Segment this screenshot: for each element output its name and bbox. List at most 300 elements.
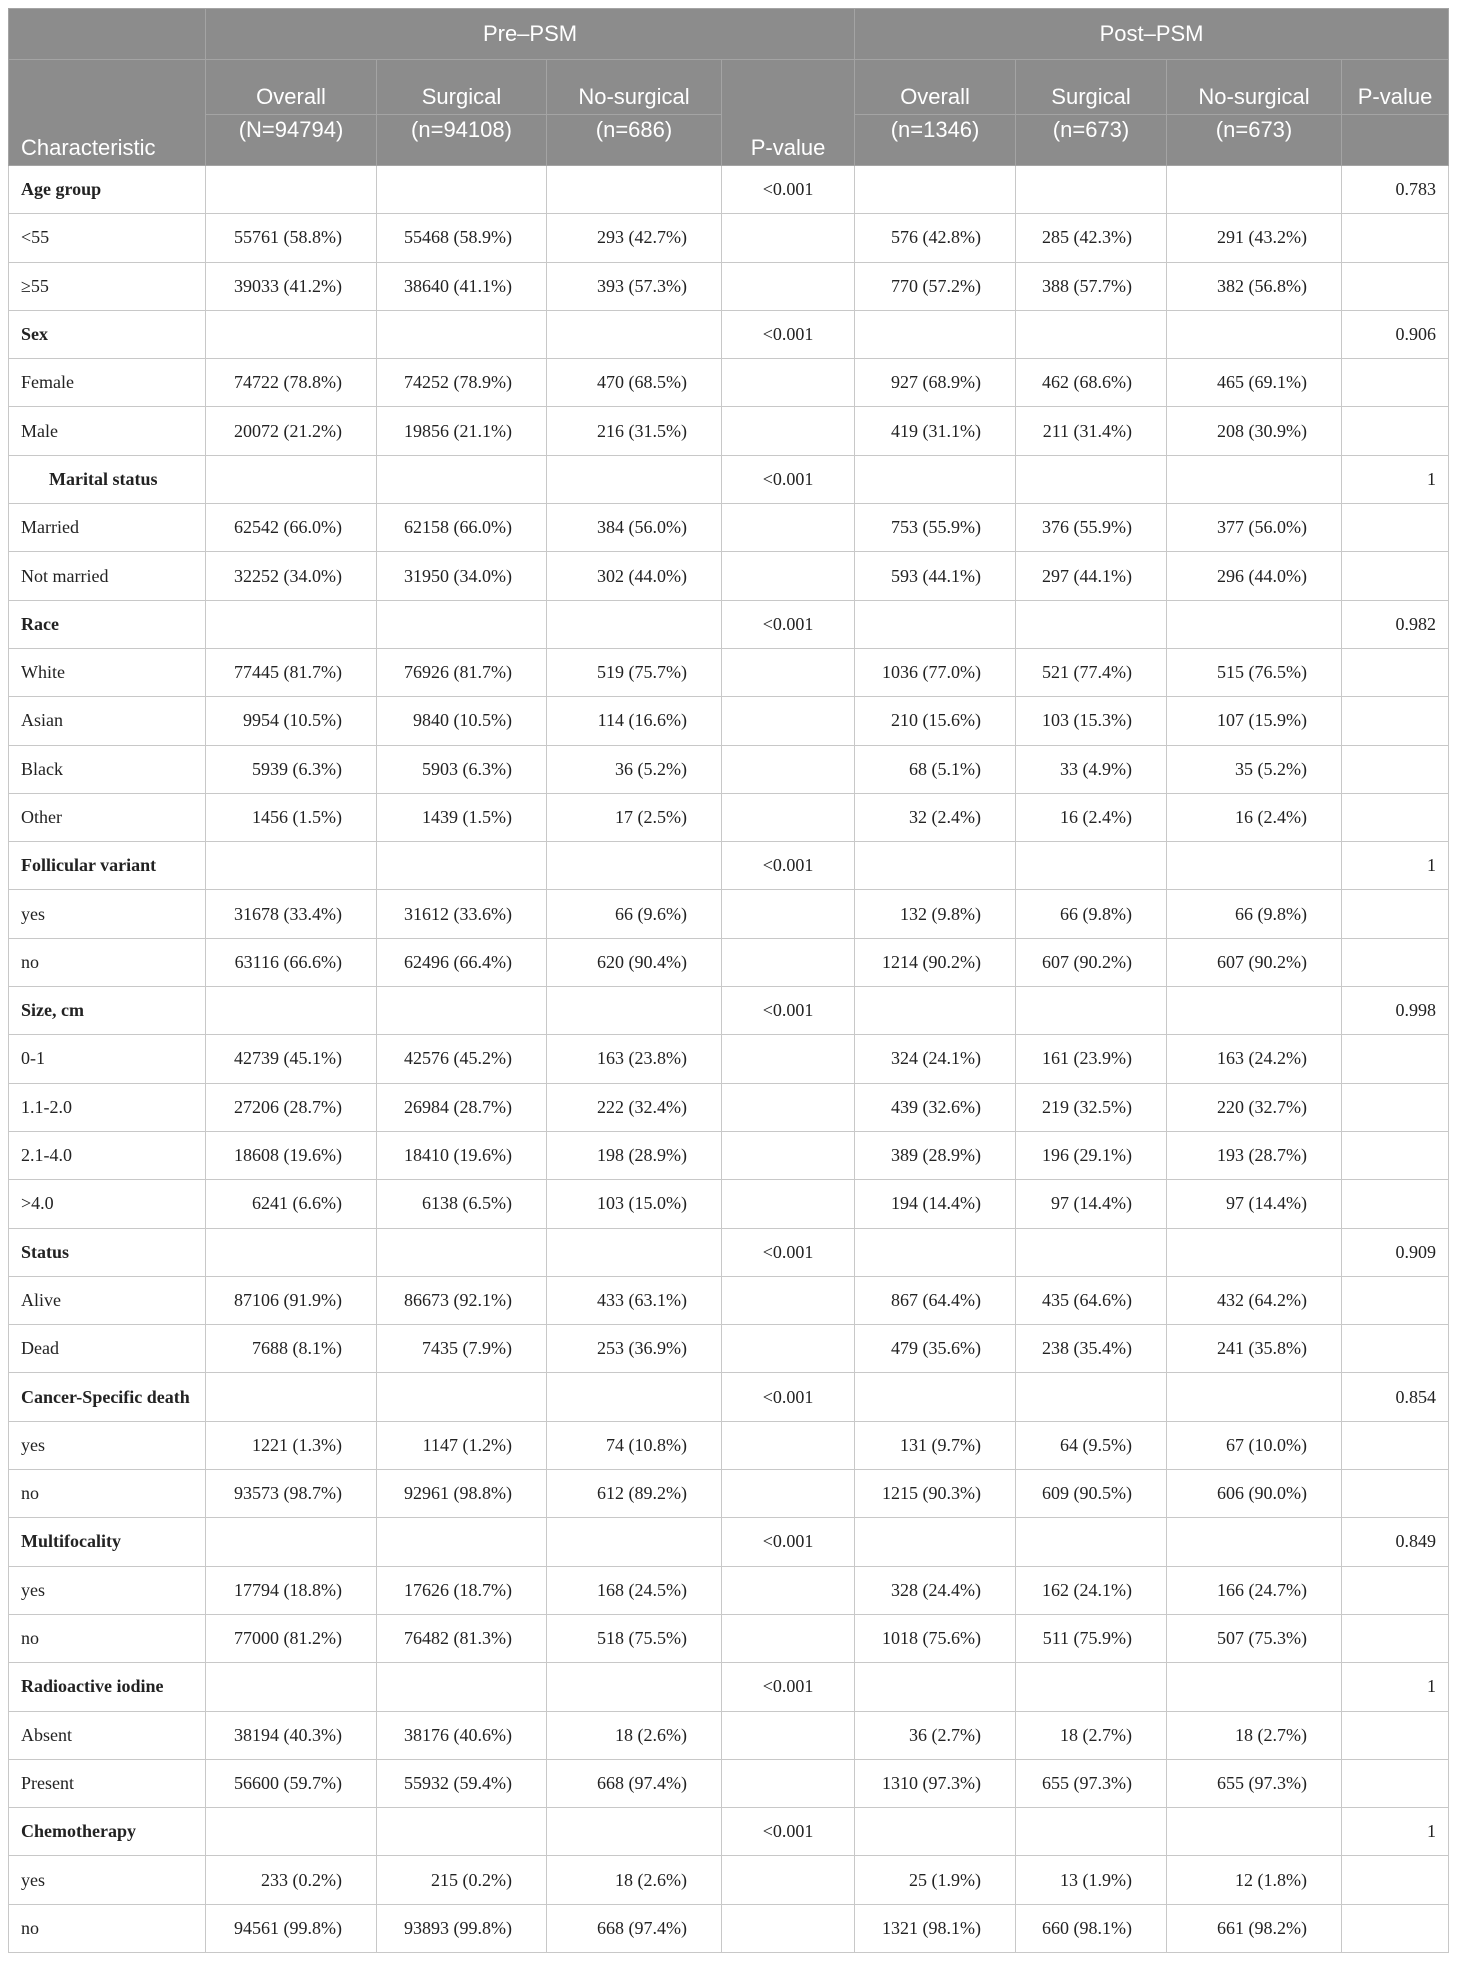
post-surgical-cell: 521 (77.4%) bbox=[1016, 648, 1167, 696]
post-nonsurgical-cell: 16 (2.4%) bbox=[1167, 793, 1342, 841]
pre-nonsurgical-cell: 18 (2.6%) bbox=[547, 1856, 722, 1904]
post-overall-cell: 576 (42.8%) bbox=[855, 214, 1016, 262]
empty-cell bbox=[1342, 1759, 1449, 1807]
empty-cell bbox=[1016, 455, 1167, 503]
post-overall-cell: 927 (68.9%) bbox=[855, 359, 1016, 407]
post-surgical-cell: 16 (2.4%) bbox=[1016, 793, 1167, 841]
group-row bbox=[9, 166, 1449, 214]
empty-cell bbox=[855, 310, 1016, 358]
category-label: 2.1-4.0 bbox=[9, 1131, 206, 1179]
empty-cell bbox=[722, 697, 855, 745]
pre-overall-cell: 56600 (59.7%) bbox=[206, 1759, 377, 1807]
empty-cell bbox=[855, 1373, 1016, 1421]
post-surgical-cell: 219 (32.5%) bbox=[1016, 1083, 1167, 1131]
pre-overall-cell: 20072 (21.2%) bbox=[206, 407, 377, 455]
empty-cell bbox=[855, 1663, 1016, 1711]
empty-cell bbox=[1342, 1325, 1449, 1373]
empty-cell bbox=[1342, 214, 1449, 262]
table-row bbox=[9, 1711, 1449, 1759]
empty-cell bbox=[1167, 1808, 1342, 1856]
table-row bbox=[9, 1035, 1449, 1083]
header-pre-psm: Pre–PSM bbox=[206, 9, 855, 60]
empty-cell bbox=[1167, 842, 1342, 890]
pre-psm-pvalue: <0.001 bbox=[722, 600, 855, 648]
table-row bbox=[9, 1325, 1449, 1373]
post-psm-pvalue: 1 bbox=[1342, 455, 1449, 503]
empty-cell bbox=[206, 1518, 377, 1566]
table-row bbox=[9, 1131, 1449, 1179]
empty-cell bbox=[1167, 987, 1342, 1035]
post-nonsurgical-cell: 166 (24.7%) bbox=[1167, 1566, 1342, 1614]
empty-cell bbox=[547, 987, 722, 1035]
post-overall-cell: 210 (15.6%) bbox=[855, 697, 1016, 745]
empty-cell bbox=[1342, 1083, 1449, 1131]
category-label: Asian bbox=[9, 697, 206, 745]
empty-cell bbox=[722, 1711, 855, 1759]
post-nonsurgical-cell: 193 (28.7%) bbox=[1167, 1131, 1342, 1179]
post-nonsurgical-cell: 606 (90.0%) bbox=[1167, 1470, 1342, 1518]
empty-cell bbox=[206, 1663, 377, 1711]
baseline-characteristics-table bbox=[8, 8, 1449, 1953]
pre-nonsurgical-cell: 163 (23.8%) bbox=[547, 1035, 722, 1083]
empty-cell bbox=[1016, 310, 1167, 358]
category-label: yes bbox=[9, 1566, 206, 1614]
post-surgical-cell: 161 (23.9%) bbox=[1016, 1035, 1167, 1083]
table-row bbox=[9, 1759, 1449, 1807]
empty-cell bbox=[377, 600, 547, 648]
empty-cell bbox=[206, 310, 377, 358]
empty-cell bbox=[855, 600, 1016, 648]
post-nonsurgical-cell: 163 (24.2%) bbox=[1167, 1035, 1342, 1083]
pre-nonsurgical-cell: 253 (36.9%) bbox=[547, 1325, 722, 1373]
header-post-surgical: Surgical bbox=[1016, 60, 1167, 115]
pre-overall-cell: 1221 (1.3%) bbox=[206, 1421, 377, 1469]
pre-nonsurgical-cell: 293 (42.7%) bbox=[547, 214, 722, 262]
empty-cell bbox=[722, 1131, 855, 1179]
pre-overall-cell: 233 (0.2%) bbox=[206, 1856, 377, 1904]
post-nonsurgical-cell: 465 (69.1%) bbox=[1167, 359, 1342, 407]
pre-nonsurgical-cell: 222 (32.4%) bbox=[547, 1083, 722, 1131]
category-label: White bbox=[9, 648, 206, 696]
header-post-nonsurgical: No-surgical bbox=[1167, 60, 1342, 115]
post-nonsurgical-cell: 35 (5.2%) bbox=[1167, 745, 1342, 793]
category-label: >4.0 bbox=[9, 1180, 206, 1228]
pre-surgical-cell: 55468 (58.9%) bbox=[377, 214, 547, 262]
pre-nonsurgical-cell: 393 (57.3%) bbox=[547, 262, 722, 310]
post-overall-cell: 324 (24.1%) bbox=[855, 1035, 1016, 1083]
pre-surgical-cell: 86673 (92.1%) bbox=[377, 1276, 547, 1324]
pre-surgical-cell: 19856 (21.1%) bbox=[377, 407, 547, 455]
pre-nonsurgical-cell: 519 (75.7%) bbox=[547, 648, 722, 696]
empty-cell bbox=[1342, 1904, 1449, 1952]
empty-cell bbox=[855, 842, 1016, 890]
empty-cell bbox=[377, 455, 547, 503]
pre-overall-cell: 63116 (66.6%) bbox=[206, 938, 377, 986]
category-label: ≥55 bbox=[9, 262, 206, 310]
category-label: <55 bbox=[9, 214, 206, 262]
empty-cell bbox=[1342, 745, 1449, 793]
group-label: Cancer-Specific death bbox=[9, 1373, 206, 1421]
empty-cell bbox=[722, 1759, 855, 1807]
pre-overall-cell: 7688 (8.1%) bbox=[206, 1325, 377, 1373]
post-surgical-cell: 435 (64.6%) bbox=[1016, 1276, 1167, 1324]
table-row bbox=[9, 745, 1449, 793]
table-row bbox=[9, 1856, 1449, 1904]
empty-cell bbox=[722, 214, 855, 262]
table-row bbox=[9, 1566, 1449, 1614]
category-label: Dead bbox=[9, 1325, 206, 1373]
category-label: Black bbox=[9, 745, 206, 793]
empty-cell bbox=[377, 842, 547, 890]
pre-psm-pvalue: <0.001 bbox=[722, 1663, 855, 1711]
table-row bbox=[9, 1083, 1449, 1131]
pre-nonsurgical-cell: 302 (44.0%) bbox=[547, 552, 722, 600]
empty-cell bbox=[722, 1856, 855, 1904]
pre-surgical-cell: 5903 (6.3%) bbox=[377, 745, 547, 793]
group-label: Radioactive iodine bbox=[9, 1663, 206, 1711]
category-label: 0-1 bbox=[9, 1035, 206, 1083]
post-psm-pvalue: 0.998 bbox=[1342, 987, 1449, 1035]
pre-surgical-cell: 7435 (7.9%) bbox=[377, 1325, 547, 1373]
group-row bbox=[9, 1518, 1449, 1566]
table-row bbox=[9, 648, 1449, 696]
post-overall-cell: 753 (55.9%) bbox=[855, 504, 1016, 552]
empty-cell bbox=[1342, 697, 1449, 745]
post-surgical-cell: 103 (15.3%) bbox=[1016, 697, 1167, 745]
empty-cell bbox=[1342, 1470, 1449, 1518]
pre-nonsurgical-cell: 518 (75.5%) bbox=[547, 1614, 722, 1662]
post-overall-cell: 1310 (97.3%) bbox=[855, 1759, 1016, 1807]
pre-nonsurgical-cell: 384 (56.0%) bbox=[547, 504, 722, 552]
group-label: Sex bbox=[9, 310, 206, 358]
pre-overall-cell: 87106 (91.9%) bbox=[206, 1276, 377, 1324]
empty-cell bbox=[547, 455, 722, 503]
post-overall-cell: 1214 (90.2%) bbox=[855, 938, 1016, 986]
group-row bbox=[9, 310, 1449, 358]
post-overall-cell: 68 (5.1%) bbox=[855, 745, 1016, 793]
empty-cell bbox=[855, 987, 1016, 1035]
header-post-overall: Overall bbox=[855, 60, 1016, 115]
post-overall-cell: 1215 (90.3%) bbox=[855, 1470, 1016, 1518]
table-row bbox=[9, 262, 1449, 310]
group-row bbox=[9, 987, 1449, 1035]
empty-cell bbox=[1342, 552, 1449, 600]
empty-cell bbox=[377, 987, 547, 1035]
empty-cell bbox=[722, 407, 855, 455]
header-pre-pvalue: P-value bbox=[722, 60, 855, 166]
empty-cell bbox=[722, 793, 855, 841]
pre-nonsurgical-cell: 18 (2.6%) bbox=[547, 1711, 722, 1759]
empty-cell bbox=[1167, 1373, 1342, 1421]
empty-cell bbox=[1342, 504, 1449, 552]
empty-cell bbox=[1016, 1663, 1167, 1711]
post-surgical-cell: 97 (14.4%) bbox=[1016, 1180, 1167, 1228]
empty-cell bbox=[206, 1228, 377, 1276]
group-label: Status bbox=[9, 1228, 206, 1276]
empty-cell bbox=[547, 842, 722, 890]
empty-cell bbox=[206, 455, 377, 503]
post-nonsurgical-cell: 67 (10.0%) bbox=[1167, 1421, 1342, 1469]
post-overall-cell: 25 (1.9%) bbox=[855, 1856, 1016, 1904]
pre-surgical-cell: 76926 (81.7%) bbox=[377, 648, 547, 696]
empty-cell bbox=[1016, 1518, 1167, 1566]
empty-cell bbox=[722, 890, 855, 938]
table-row bbox=[9, 938, 1449, 986]
empty-cell bbox=[1342, 1035, 1449, 1083]
pre-psm-pvalue: <0.001 bbox=[722, 310, 855, 358]
empty-cell bbox=[1342, 1856, 1449, 1904]
table-row bbox=[9, 359, 1449, 407]
empty-cell bbox=[1342, 1711, 1449, 1759]
pre-surgical-cell: 1439 (1.5%) bbox=[377, 793, 547, 841]
header-pre-nonsurgical: No-surgical bbox=[547, 60, 722, 115]
group-label: Multifocality bbox=[9, 1518, 206, 1566]
post-nonsurgical-cell: 208 (30.9%) bbox=[1167, 407, 1342, 455]
pre-nonsurgical-cell: 103 (15.0%) bbox=[547, 1180, 722, 1228]
pre-nonsurgical-cell: 216 (31.5%) bbox=[547, 407, 722, 455]
empty-cell bbox=[547, 310, 722, 358]
pre-overall-cell: 62542 (66.0%) bbox=[206, 504, 377, 552]
empty-cell bbox=[1167, 1518, 1342, 1566]
pre-nonsurgical-cell: 620 (90.4%) bbox=[547, 938, 722, 986]
empty-cell bbox=[855, 166, 1016, 214]
post-surgical-cell: 511 (75.9%) bbox=[1016, 1614, 1167, 1662]
empty-cell bbox=[1342, 1276, 1449, 1324]
empty-cell bbox=[1016, 600, 1167, 648]
category-label: Present bbox=[9, 1759, 206, 1807]
post-nonsurgical-cell: 241 (35.8%) bbox=[1167, 1325, 1342, 1373]
empty-cell bbox=[1167, 600, 1342, 648]
post-surgical-cell: 655 (97.3%) bbox=[1016, 1759, 1167, 1807]
group-row bbox=[9, 1663, 1449, 1711]
empty-cell bbox=[1342, 1614, 1449, 1662]
pre-psm-pvalue: <0.001 bbox=[722, 1228, 855, 1276]
empty-cell bbox=[547, 1373, 722, 1421]
post-nonsurgical-cell: 377 (56.0%) bbox=[1167, 504, 1342, 552]
post-nonsurgical-cell: 655 (97.3%) bbox=[1167, 1759, 1342, 1807]
group-row bbox=[9, 1373, 1449, 1421]
characteristics-table-container bbox=[8, 8, 1448, 1953]
empty-cell bbox=[722, 1276, 855, 1324]
post-surgical-cell: 211 (31.4%) bbox=[1016, 407, 1167, 455]
post-surgical-cell: 238 (35.4%) bbox=[1016, 1325, 1167, 1373]
post-nonsurgical-cell: 220 (32.7%) bbox=[1167, 1083, 1342, 1131]
header-post-psm: Post–PSM bbox=[855, 9, 1449, 60]
pre-psm-pvalue: <0.001 bbox=[722, 1808, 855, 1856]
empty-cell bbox=[722, 1614, 855, 1662]
pre-surgical-cell: 93893 (99.8%) bbox=[377, 1904, 547, 1952]
pre-psm-pvalue: <0.001 bbox=[722, 842, 855, 890]
empty-cell bbox=[1342, 793, 1449, 841]
pre-surgical-cell: 17626 (18.7%) bbox=[377, 1566, 547, 1614]
empty-cell bbox=[1016, 1808, 1167, 1856]
empty-cell bbox=[1167, 310, 1342, 358]
pre-surgical-cell: 1147 (1.2%) bbox=[377, 1421, 547, 1469]
table-row bbox=[9, 890, 1449, 938]
category-label: 1.1-2.0 bbox=[9, 1083, 206, 1131]
pre-nonsurgical-cell: 36 (5.2%) bbox=[547, 745, 722, 793]
header-pre-overall: Overall bbox=[206, 60, 377, 115]
pre-psm-pvalue: <0.001 bbox=[722, 987, 855, 1035]
empty-cell bbox=[1016, 166, 1167, 214]
empty-cell bbox=[377, 1663, 547, 1711]
category-label: no bbox=[9, 1614, 206, 1662]
empty-cell bbox=[206, 600, 377, 648]
empty-cell bbox=[722, 1566, 855, 1614]
pre-surgical-cell: 9840 (10.5%) bbox=[377, 697, 547, 745]
post-nonsurgical-cell: 291 (43.2%) bbox=[1167, 214, 1342, 262]
header-post-nonsurgical-n: (n=673) bbox=[1167, 115, 1342, 166]
empty-cell bbox=[722, 938, 855, 986]
group-row bbox=[9, 455, 1449, 503]
pre-psm-pvalue: <0.001 bbox=[722, 1518, 855, 1566]
category-label: Male bbox=[9, 407, 206, 455]
pre-overall-cell: 94561 (99.8%) bbox=[206, 1904, 377, 1952]
table-row bbox=[9, 214, 1449, 262]
group-row bbox=[9, 600, 1449, 648]
empty-cell bbox=[547, 1808, 722, 1856]
pre-surgical-cell: 42576 (45.2%) bbox=[377, 1035, 547, 1083]
empty-cell bbox=[1342, 890, 1449, 938]
pre-overall-cell: 27206 (28.7%) bbox=[206, 1083, 377, 1131]
empty-cell bbox=[1342, 1566, 1449, 1614]
post-overall-cell: 479 (35.6%) bbox=[855, 1325, 1016, 1373]
post-nonsurgical-cell: 607 (90.2%) bbox=[1167, 938, 1342, 986]
post-overall-cell: 1018 (75.6%) bbox=[855, 1614, 1016, 1662]
empty-cell bbox=[1167, 1228, 1342, 1276]
post-surgical-cell: 162 (24.1%) bbox=[1016, 1566, 1167, 1614]
category-label: Married bbox=[9, 504, 206, 552]
post-surgical-cell: 13 (1.9%) bbox=[1016, 1856, 1167, 1904]
group-label: Chemotherapy bbox=[9, 1808, 206, 1856]
post-overall-cell: 1321 (98.1%) bbox=[855, 1904, 1016, 1952]
empty-cell bbox=[722, 359, 855, 407]
pre-surgical-cell: 92961 (98.8%) bbox=[377, 1470, 547, 1518]
post-surgical-cell: 660 (98.1%) bbox=[1016, 1904, 1167, 1952]
header-pre-surgical-n: (n=94108) bbox=[377, 115, 547, 166]
post-surgical-cell: 33 (4.9%) bbox=[1016, 745, 1167, 793]
empty-cell bbox=[722, 745, 855, 793]
category-label: no bbox=[9, 1470, 206, 1518]
empty-cell bbox=[722, 1180, 855, 1228]
category-label: yes bbox=[9, 1421, 206, 1469]
post-psm-pvalue: 0.783 bbox=[1342, 166, 1449, 214]
empty-cell bbox=[1342, 262, 1449, 310]
empty-cell bbox=[1342, 1180, 1449, 1228]
pre-surgical-cell: 62496 (66.4%) bbox=[377, 938, 547, 986]
category-label: Female bbox=[9, 359, 206, 407]
empty-cell bbox=[722, 1083, 855, 1131]
empty-cell bbox=[377, 310, 547, 358]
empty-cell bbox=[1342, 938, 1449, 986]
group-row bbox=[9, 1228, 1449, 1276]
empty-cell bbox=[1016, 1373, 1167, 1421]
pre-overall-cell: 31678 (33.4%) bbox=[206, 890, 377, 938]
pre-overall-cell: 74722 (78.8%) bbox=[206, 359, 377, 407]
header-row-groups bbox=[9, 9, 1449, 60]
pre-nonsurgical-cell: 114 (16.6%) bbox=[547, 697, 722, 745]
pre-surgical-cell: 18410 (19.6%) bbox=[377, 1131, 547, 1179]
table-row bbox=[9, 1276, 1449, 1324]
table-row bbox=[9, 407, 1449, 455]
header-empty-cell bbox=[9, 9, 206, 60]
post-overall-cell: 132 (9.8%) bbox=[855, 890, 1016, 938]
post-overall-cell: 439 (32.6%) bbox=[855, 1083, 1016, 1131]
group-label: Size, cm bbox=[9, 987, 206, 1035]
post-overall-cell: 593 (44.1%) bbox=[855, 552, 1016, 600]
group-label: Race bbox=[9, 600, 206, 648]
pre-psm-pvalue: <0.001 bbox=[722, 455, 855, 503]
group-label: Follicular variant bbox=[9, 842, 206, 890]
table-row bbox=[9, 1614, 1449, 1662]
pre-nonsurgical-cell: 74 (10.8%) bbox=[547, 1421, 722, 1469]
post-surgical-cell: 18 (2.7%) bbox=[1016, 1711, 1167, 1759]
empty-cell bbox=[1167, 1663, 1342, 1711]
post-nonsurgical-cell: 432 (64.2%) bbox=[1167, 1276, 1342, 1324]
pre-overall-cell: 93573 (98.7%) bbox=[206, 1470, 377, 1518]
category-label: Other bbox=[9, 793, 206, 841]
empty-cell bbox=[377, 1808, 547, 1856]
pre-overall-cell: 18608 (19.6%) bbox=[206, 1131, 377, 1179]
empty-cell bbox=[206, 987, 377, 1035]
post-surgical-cell: 196 (29.1%) bbox=[1016, 1131, 1167, 1179]
empty-cell bbox=[547, 1663, 722, 1711]
post-surgical-cell: 297 (44.1%) bbox=[1016, 552, 1167, 600]
post-psm-pvalue: 1 bbox=[1342, 1663, 1449, 1711]
empty-cell bbox=[547, 166, 722, 214]
post-nonsurgical-cell: 107 (15.9%) bbox=[1167, 697, 1342, 745]
post-nonsurgical-cell: 18 (2.7%) bbox=[1167, 1711, 1342, 1759]
post-nonsurgical-cell: 515 (76.5%) bbox=[1167, 648, 1342, 696]
pre-overall-cell: 17794 (18.8%) bbox=[206, 1566, 377, 1614]
post-overall-cell: 131 (9.7%) bbox=[855, 1421, 1016, 1469]
empty-cell bbox=[855, 1228, 1016, 1276]
pre-overall-cell: 5939 (6.3%) bbox=[206, 745, 377, 793]
table-body bbox=[9, 166, 1449, 1953]
pre-nonsurgical-cell: 17 (2.5%) bbox=[547, 793, 722, 841]
post-psm-pvalue: 0.906 bbox=[1342, 310, 1449, 358]
pre-surgical-cell: 38640 (41.1%) bbox=[377, 262, 547, 310]
pre-overall-cell: 9954 (10.5%) bbox=[206, 697, 377, 745]
empty-cell bbox=[722, 1904, 855, 1952]
group-label: Marital status bbox=[9, 455, 206, 503]
table-row bbox=[9, 1904, 1449, 1952]
empty-cell bbox=[855, 1808, 1016, 1856]
table-row bbox=[9, 552, 1449, 600]
empty-cell bbox=[855, 455, 1016, 503]
category-label: Absent bbox=[9, 1711, 206, 1759]
empty-cell bbox=[206, 1373, 377, 1421]
post-psm-pvalue: 0.854 bbox=[1342, 1373, 1449, 1421]
table-row bbox=[9, 697, 1449, 745]
pre-surgical-cell: 215 (0.2%) bbox=[377, 1856, 547, 1904]
pre-surgical-cell: 38176 (40.6%) bbox=[377, 1711, 547, 1759]
pre-nonsurgical-cell: 433 (63.1%) bbox=[547, 1276, 722, 1324]
post-surgical-cell: 607 (90.2%) bbox=[1016, 938, 1167, 986]
empty-cell bbox=[1167, 166, 1342, 214]
post-overall-cell: 328 (24.4%) bbox=[855, 1566, 1016, 1614]
pre-nonsurgical-cell: 612 (89.2%) bbox=[547, 1470, 722, 1518]
pre-surgical-cell: 74252 (78.9%) bbox=[377, 359, 547, 407]
post-surgical-cell: 66 (9.8%) bbox=[1016, 890, 1167, 938]
pre-nonsurgical-cell: 168 (24.5%) bbox=[547, 1566, 722, 1614]
post-psm-pvalue: 1 bbox=[1342, 842, 1449, 890]
post-overall-cell: 1036 (77.0%) bbox=[855, 648, 1016, 696]
pre-overall-cell: 6241 (6.6%) bbox=[206, 1180, 377, 1228]
post-psm-pvalue: 0.909 bbox=[1342, 1228, 1449, 1276]
pre-overall-cell: 32252 (34.0%) bbox=[206, 552, 377, 600]
pre-nonsurgical-cell: 668 (97.4%) bbox=[547, 1904, 722, 1952]
